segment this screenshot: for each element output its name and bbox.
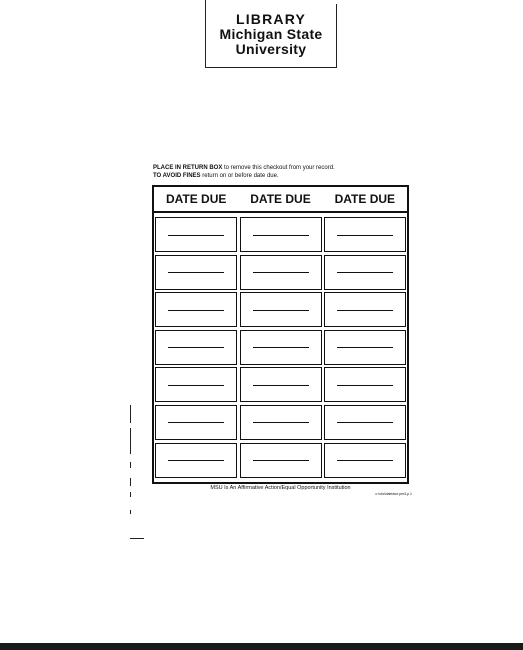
instruction-1-emphasis: PLACE IN RETURN BOX <box>153 165 223 171</box>
stamp-line-university: University <box>235 41 307 57</box>
date-due-cell <box>324 405 406 440</box>
date-due-cell <box>324 292 406 327</box>
date-entry-line <box>253 385 309 386</box>
date-entry-line <box>168 347 224 348</box>
column-header: DATE DUE <box>250 192 311 206</box>
stamp-line-michigan-state: Michigan State <box>219 26 323 42</box>
date-due-cell <box>324 255 406 290</box>
date-due-cell <box>324 443 406 478</box>
date-due-cell <box>324 367 406 402</box>
date-due-cell <box>240 443 322 478</box>
stamp-edge-mark <box>205 0 206 4</box>
scan-bottom-edge <box>0 643 523 650</box>
column-header: DATE DUE <box>165 192 227 206</box>
date-row <box>154 292 407 330</box>
date-due-cell <box>240 292 322 327</box>
scan-speck <box>130 428 131 454</box>
date-row <box>154 255 407 293</box>
date-due-cell <box>324 330 406 365</box>
date-entry-line <box>337 235 393 236</box>
date-due-cell <box>155 405 237 440</box>
date-due-cell <box>155 443 237 478</box>
date-due-cell <box>240 217 322 252</box>
date-entry-line <box>168 422 224 423</box>
date-row <box>154 443 407 481</box>
date-entry-line <box>337 272 393 273</box>
date-entry-line <box>168 310 224 311</box>
instruction-2-emphasis: TO AVOID FINES <box>153 172 201 179</box>
column-header: DATE DUE <box>334 192 396 206</box>
form-code: c:\circ\datedue.pm3-p.1 <box>375 492 412 497</box>
date-due-cell <box>155 217 237 252</box>
date-row <box>154 367 407 405</box>
date-row <box>154 405 407 443</box>
scan-speck <box>130 405 131 423</box>
date-due-cell <box>240 255 322 290</box>
date-due-cell <box>155 292 237 327</box>
date-entry-line <box>337 310 393 311</box>
date-entry-line <box>168 460 224 461</box>
date-entry-line <box>253 272 309 273</box>
stamp-line-library: LIBRARY <box>235 11 307 27</box>
date-entry-line <box>253 347 309 348</box>
scan-speck <box>130 538 144 539</box>
instruction-2-text: return on or before date due. <box>200 172 279 179</box>
date-entry-line <box>337 422 393 423</box>
date-due-cell <box>240 367 322 402</box>
date-entry-line <box>168 272 224 273</box>
instruction-1-text: to remove this checkout from your record. <box>222 165 335 171</box>
scan-speck <box>130 462 131 468</box>
date-due-cell <box>155 367 237 402</box>
date-entry-line <box>253 460 309 461</box>
scan-speck <box>130 492 131 497</box>
date-row <box>154 217 407 255</box>
date-due-grid <box>152 185 409 484</box>
date-due-cell <box>155 255 237 290</box>
date-entry-line <box>337 347 393 348</box>
date-due-cell <box>240 330 322 365</box>
instruction-line-1 <box>153 165 414 173</box>
date-due-cell <box>324 217 406 252</box>
date-entry-line <box>168 235 224 236</box>
date-due-cell <box>155 330 237 365</box>
date-entry-line <box>337 460 393 461</box>
instruction-line-2 <box>153 173 414 181</box>
column-headers <box>154 187 407 213</box>
date-due-slip <box>152 165 414 497</box>
library-stamp <box>205 4 337 68</box>
date-due-cell <box>240 405 322 440</box>
date-entry-line <box>168 385 224 386</box>
date-entry-line <box>253 235 309 236</box>
scan-speck <box>130 510 131 514</box>
date-entry-line <box>337 385 393 386</box>
date-entry-line <box>253 310 309 311</box>
affirmative-action-footer: MSU Is An Affirmative Action/Equal Opportunity Institution <box>210 485 351 492</box>
date-entry-line <box>253 422 309 423</box>
date-row <box>154 330 407 368</box>
date-rows <box>154 213 407 480</box>
scan-speck <box>130 478 131 486</box>
